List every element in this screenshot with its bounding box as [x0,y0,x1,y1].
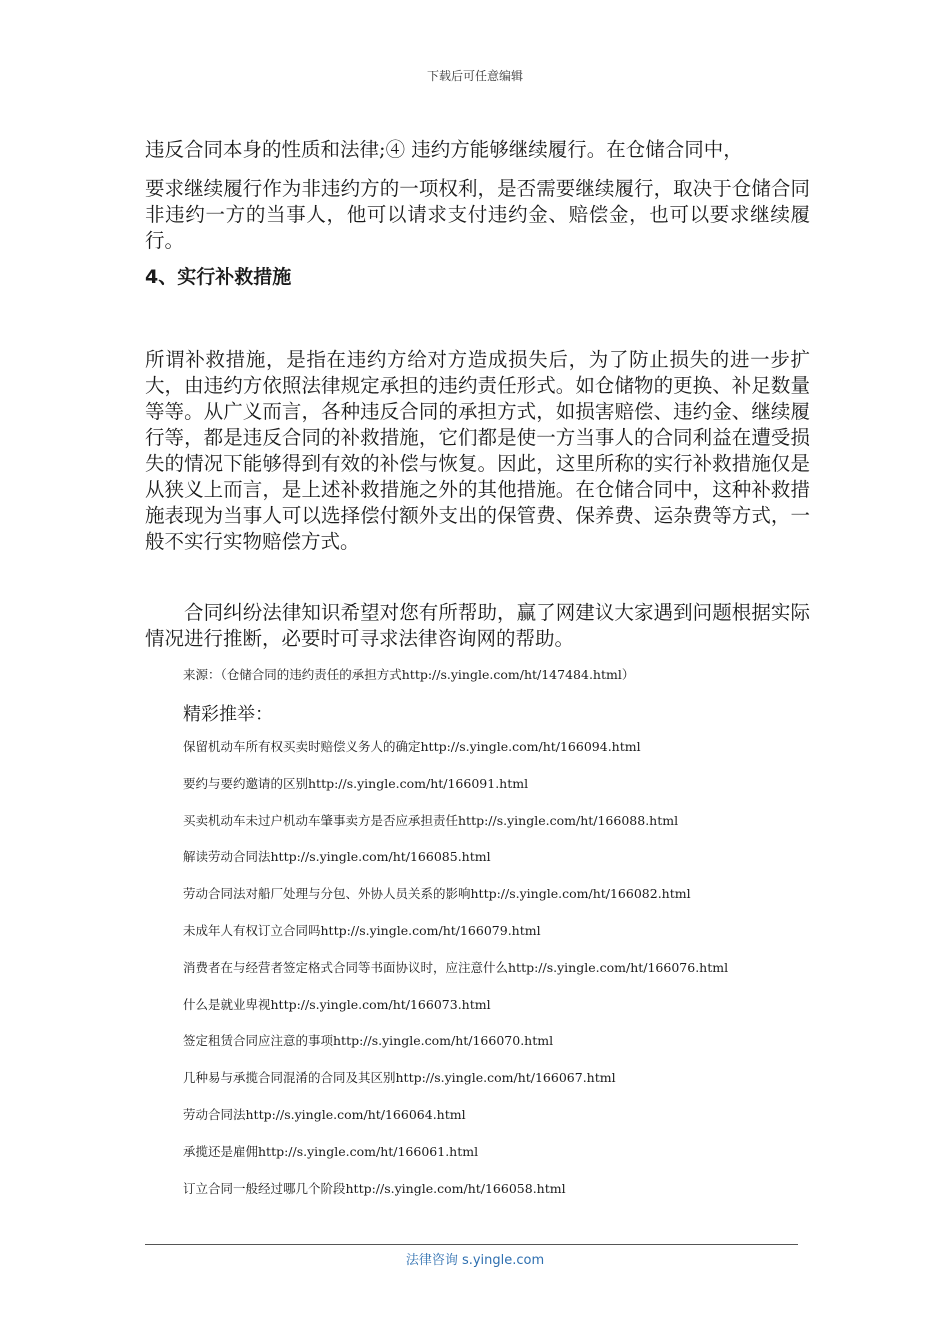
paragraph-1: 违反合同本身的性质和法律;④ 违约方能够继续履行。在仓储合同中， [145,138,743,161]
source-link[interactable]: 来源：（仓储合同的违约责任的承担方式http://s.yingle.com/ht/147484.html） [183,667,635,682]
recommend-link-6[interactable]: 未成年人有权订立合同吗http://s.yingle.com/ht/166079.html [183,922,541,938]
recommend-list [183,739,823,1217]
page-header: 下载后可任意编辑 [426,69,523,83]
footer-divider [145,1244,798,1245]
recommend-link-12[interactable]: 承揽还是雇佣http://s.yingle.com/ht/166061.html [183,1143,479,1159]
recommend-link-9[interactable]: 签定租赁合同应注意的事项http://s.yingle.com/ht/166070.html [183,1033,554,1049]
recommend-link-2[interactable]: 要约与要约邀请的区别http://s.yingle.com/ht/166091.html [183,775,529,791]
recommend-link-10[interactable]: 几种易与承揽合同混淆的合同及其区别http://s.yingle.com/ht/166067.html [183,1070,616,1086]
paragraph-3: 所谓补救措施，是指在违约方给对方造成损失后，为了防止损失的进一步扩大，由违约方依照法律规定承担的违约责任形式。如仓储物的更换、补足数量等等。从广义而言，各种违反合同的承担方式，如损害赔偿、违约金、继续履行等，都是违反合同的补救措施，它们都是使一方当事人的合同利益在遭受损失的情况下能够得到有效的补偿与恢复。因此，这里所称的实行补救措施仅是从狭义上而言，是上述补救措施之外的其他措施。在仓储合同中，这种补救措施表现为当事人可以选择偿付额外支出的保管费、保养费、运杂费等方式，一般不实行实物赔偿方式。 [145,348,810,553]
recommend-link-3[interactable]: 买卖机动车未过户机动车肇事卖方是否应承担责任http://s.yingle.com/ht/166088.html [183,812,679,828]
recommend-link-1[interactable]: 保留机动车所有权买卖时赔偿义务人的确定http://s.yingle.com/ht/166094.html [183,739,641,754]
page-footer[interactable]: 法律咨询 s.yingle.com [405,1253,545,1268]
recommend-link-11[interactable]: 劳动合同法http://s.yingle.com/ht/166064.html [183,1106,466,1122]
recommend-link-13[interactable]: 订立合同一般经过哪几个阶段http://s.yingle.com/ht/166058.html [183,1180,566,1196]
recommend-link-8[interactable]: 什么是就业卑视http://s.yingle.com/ht/166073.html [183,996,491,1012]
paragraph-2: 要求继续履行作为非违约方的一项权利，是否需要继续履行，取决于仓储合同非违约一方的当事人，他可以请求支付违约金、赔偿金，也可以要求继续履行。 [145,177,810,252]
paragraph-4: 合同纠纷法律知识希望对您有所帮助，赢了网建议大家遇到问题根据实际情况进行推断，必要时可寻求法律咨询网的帮助。 [145,601,810,650]
recommend-link-7[interactable]: 消费者在与经营者签定格式合同等书面协议时，应注意什么http://s.yingle.com/ht/166076.html [183,959,729,975]
recommend-link-4[interactable]: 解读劳动合同法http://s.yingle.com/ht/166085.html [183,849,491,865]
recommend-link-5[interactable]: 劳动合同法对船厂处理与分包、外协人员关系的影响http://s.yingle.com/ht/166082.html [183,886,691,902]
recommend-title: 精彩推举： [183,704,273,725]
section-heading: 4、实行补救措施 [145,266,292,288]
